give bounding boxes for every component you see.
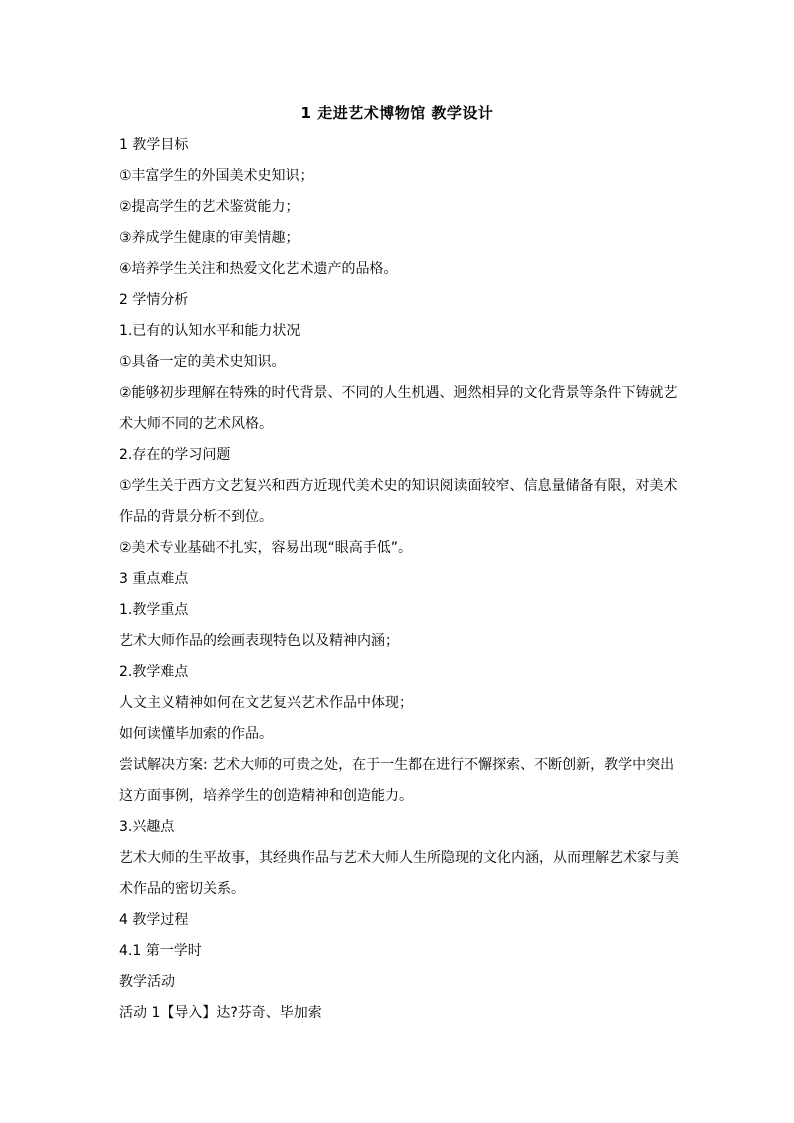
paragraph: 艺术大师作品的绘画表现特色以及精神内涵； [119, 633, 399, 649]
subsection-heading: 2.教学难点 [119, 664, 189, 680]
section-heading: 1 教学目标 [119, 137, 189, 153]
subsection-heading: 4.1 第一学时 [119, 943, 202, 959]
paragraph: 活动 1【导入】达?芬奇、毕加索 [119, 1005, 322, 1021]
paragraph: 如何读懂毕加索的作品。 [119, 726, 273, 742]
section-heading: 2 学情分析 [119, 292, 189, 308]
paragraph: ①学生关于西方文艺复兴和西方近现代美术史的知识阅读面较窄、信息量储备有限，对美术作品的背景分析不到位。 [119, 478, 678, 525]
subsection-heading: 1.教学重点 [119, 602, 189, 618]
paragraph: ①丰富学生的外国美术史知识； [119, 168, 314, 184]
paragraph: ③养成学生健康的审美情趣； [119, 230, 300, 246]
section-heading: 4 教学过程 [119, 912, 189, 928]
paragraph: 尝试解决方案: 艺术大师的可贵之处，在于一生都在进行不懈探索、不断创新，教学中突出这方面事例，培养学生的创造精神和创造能力。 [119, 757, 675, 804]
document-title: 1 走进艺术博物馆 教学设计 [300, 104, 494, 122]
paragraph: 教学活动 [119, 974, 175, 990]
subsection-heading: 3.兴趣点 [119, 819, 175, 835]
subsection-heading: 1.已有的认知水平和能力状况 [119, 323, 301, 339]
paragraph: 人文主义精神如何在文艺复兴艺术作品中体现； [119, 695, 413, 711]
paragraph: ②能够初步理解在特殊的时代背景、不同的人生机遇、迥然相异的文化背景等条件下铸就艺术大师不同的艺术风格。 [119, 385, 678, 432]
paragraph: ①具备一定的美术史知识。 [119, 354, 286, 370]
paragraph: ②美术专业基础不扎实，容易出现“眼高手低”。 [119, 540, 413, 556]
section-heading: 3 重点难点 [119, 571, 189, 587]
paragraph: ④培养学生关注和热爱文化艺术遗产的品格。 [119, 261, 398, 277]
subsection-heading: 2.存在的学习问题 [119, 447, 231, 463]
document-body [119, 130, 679, 1029]
paragraph: ②提高学生的艺术鉴赏能力； [119, 199, 300, 215]
paragraph: 艺术大师的生平故事，其经典作品与艺术大师人生所隐现的文化内涵，从而理解艺术家与美术作品的密切关系。 [119, 850, 679, 897]
